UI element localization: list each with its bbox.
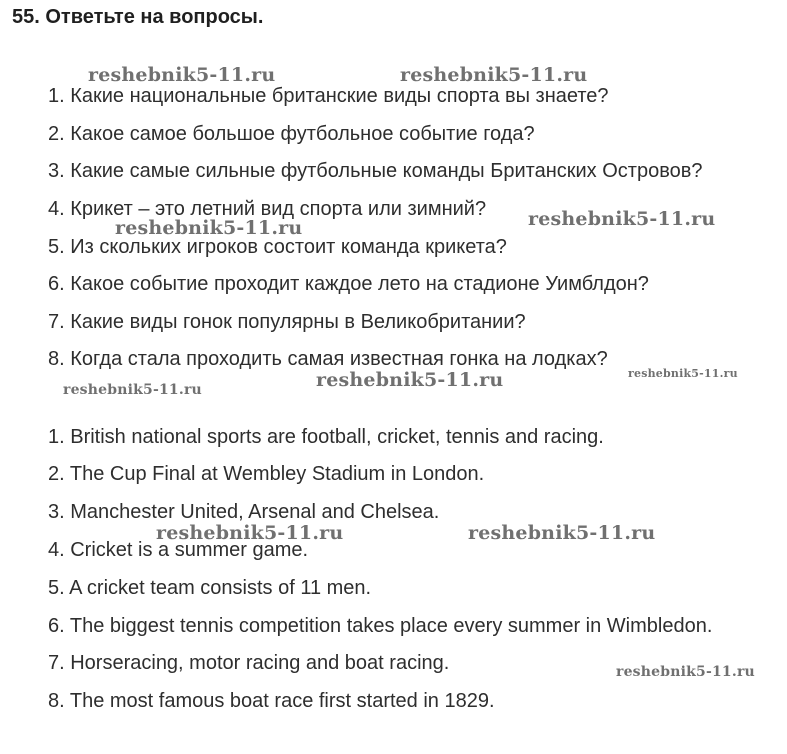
question-3: 3. Какие самые сильные футбольные команды Британских Островов? (48, 160, 703, 182)
watermark: reshebnik5-11.ru (628, 367, 738, 380)
question-5: 5. Из скольких игроков состоит команда крикета? (48, 236, 507, 258)
task-title: 55. Ответьте на вопросы. (12, 6, 264, 28)
question-6: 6. Какое событие проходит каждое лето на стадионе Уимблдон? (48, 273, 649, 295)
watermark: reshebnik5-11.ru (156, 522, 344, 544)
question-7: 7. Какие виды гонок популярны в Великобритании? (48, 311, 526, 333)
answer-7: 7. Horseracing, motor racing and boat racing. (48, 652, 450, 674)
question-4: 4. Крикет – это летний вид спорта или зимний? (48, 198, 487, 220)
watermark: reshebnik5-11.ru (528, 208, 716, 230)
watermark: reshebnik5-11.ru (316, 369, 504, 391)
question-8: 8. Когда стала проходить самая известная гонка на лодках? (48, 348, 608, 370)
answer-6: 6. The biggest tennis competition takes place every summer in Wimbledon. (48, 615, 713, 637)
watermark: reshebnik5-11.ru (616, 664, 755, 680)
watermark: reshebnik5-11.ru (468, 522, 656, 544)
answer-8: 8. The most famous boat race first started in 1829. (48, 690, 495, 712)
question-1: 1. Какие национальные британские виды спорта вы знаете? (48, 85, 609, 107)
answer-4: 4. Cricket is a summer game. (48, 539, 309, 561)
answer-1: 1. British national sports are football, cricket, tennis and racing. (48, 426, 604, 448)
question-2: 2. Какое самое большое футбольное событие года? (48, 123, 535, 145)
watermark: reshebnik5-11.ru (400, 64, 588, 86)
watermark: reshebnik5-11.ru (115, 217, 303, 239)
answer-5: 5. A cricket team consists of 11 men. (48, 577, 372, 599)
watermark: reshebnik5-11.ru (88, 64, 276, 86)
answer-3: 3. Manchester United, Arsenal and Chelsea. (48, 501, 440, 523)
watermark: reshebnik5-11.ru (63, 382, 202, 398)
answer-2: 2. The Cup Final at Wembley Stadium in London. (48, 463, 485, 485)
